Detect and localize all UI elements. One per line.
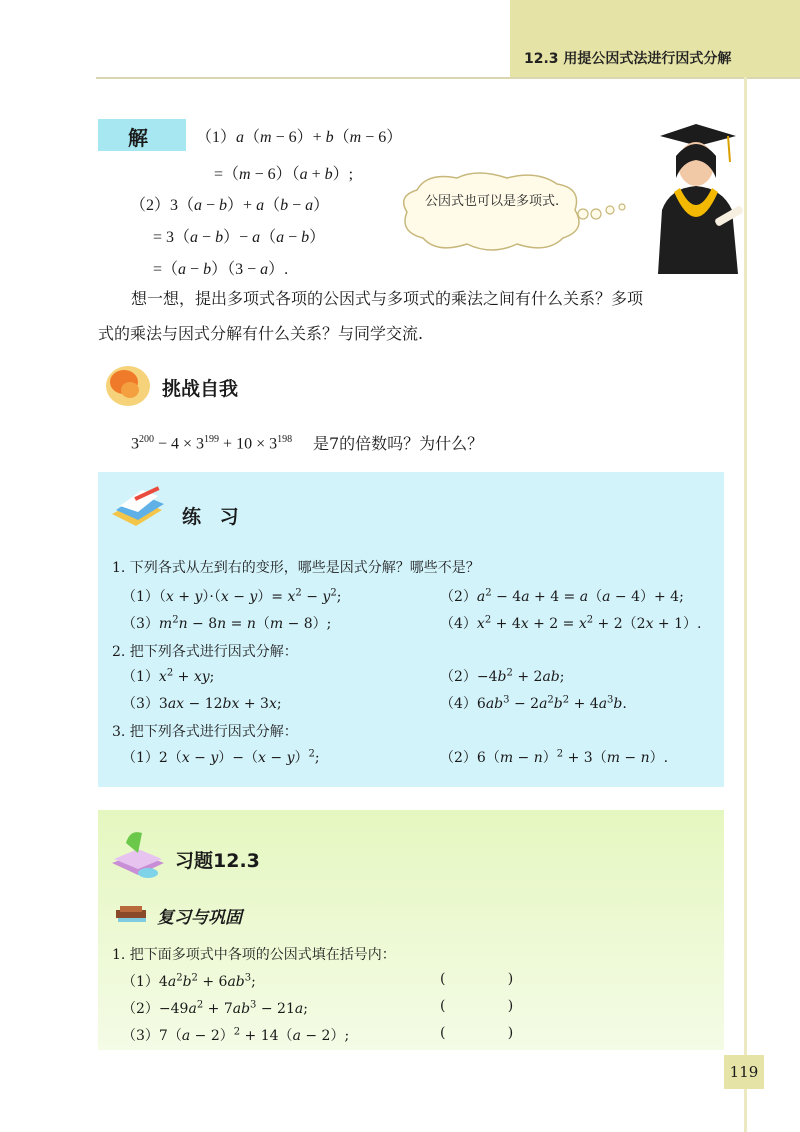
practice-1-1: $(1)(x + y)\cdot(x - y)= x^2 - y^2$; (122, 587, 342, 605)
practice-1-4: $(4)x^2 + 4x + 2 = x^2 + 2(2x + 1)$. (440, 614, 702, 632)
exercise-1-2: $(2)-49a^2 + 7ab^3 - 21a$; (122, 999, 308, 1017)
practice-1-2: $(2)a^2 - 4a + 4 = a(a - 4)+ 4$; (440, 587, 684, 605)
practice-2-1: $(1)x^2$ + xy; (122, 667, 215, 685)
practice-3-2: $(2)6(m - n)^2 + 3(m - n)$. (440, 748, 669, 766)
exercises-title: 习题12.3 (175, 850, 260, 872)
exercises-icon (108, 823, 168, 885)
solution-line-3: （2）3（a − b）+ a（b − a） (130, 197, 330, 214)
bubble-dots (588, 200, 638, 224)
practice-question-2: 2. 把下列各式进行因式分解： (112, 644, 298, 660)
practice-2-4: $(4)6ab^3 - 2a^2b^2 + 4a^3b$. (440, 694, 627, 712)
graduate-illustration (640, 122, 750, 274)
practice-2-3: （3）3ax − 12bx + 3x; (122, 696, 282, 712)
practice-1-3: $(3)m^2n - 8n = n(m - 8)$; (122, 614, 332, 632)
practice-icon (108, 484, 168, 534)
solution-line-5: =（a − b）（3 − a）. (153, 261, 289, 278)
section-title: 12.3 用提公因式法进行因式分解 (524, 51, 732, 67)
think-line-1: 想一想，提出多项式各项的公因式与多项式的乘法之间有什么关系？多项 (131, 289, 644, 308)
solution-line-2: =（m − 6）（a + b）; (214, 166, 354, 183)
exercise-1-3-blank: ( ) (440, 1025, 514, 1041)
exercise-question-1: 1. 把下面多项式中各项的公因式填在括号内： (112, 947, 396, 963)
practice-title: 练 习 (182, 506, 245, 528)
review-title: 复习与巩固 (157, 908, 242, 928)
solution-line-1: （1）a（m − 6）+ b（m − 6） (196, 129, 403, 146)
exercise-1-2-blank: ( ) (440, 998, 514, 1014)
solution-label: 解 (128, 126, 148, 150)
challenge-expression: $3^{200} - 4 \times 3^{199} + 10 \times 3^{198}$ (131, 434, 293, 453)
review-icon (114, 902, 150, 924)
practice-question-1: 1. 下列各式从左到右的变形，哪些是因式分解？哪些不是？ (112, 560, 480, 576)
page-number: 119 (729, 1063, 759, 1081)
exercise-1-1: $(1)4a^2b^2 + 6ab^3$; (122, 972, 256, 990)
think-line-2: 式的乘法与因式分解有什么关系？与同学交流. (98, 324, 424, 343)
challenge-title: 挑战自我 (162, 378, 239, 400)
practice-2-2: $(2)-4b^2 + 2ab$; (440, 667, 565, 685)
exercise-1-3: $(3)7(a - 2)^2 + 14(a - 2)$; (122, 1026, 350, 1044)
challenge-icon (98, 358, 156, 410)
exercise-1-1-blank: ( ) (440, 971, 514, 987)
header-rule (96, 77, 800, 79)
challenge-question: 是7的倍数吗？为什么？ (313, 434, 484, 453)
practice-3-1: $(1)2(x - y)-(x - y)^2$; (122, 748, 320, 766)
bubble-text: 公因式也可以是多项式. (425, 194, 560, 209)
practice-question-3: 3. 把下列各式进行因式分解： (112, 724, 298, 740)
solution-line-4: = 3（a − b）− a（a − b） (153, 229, 326, 246)
